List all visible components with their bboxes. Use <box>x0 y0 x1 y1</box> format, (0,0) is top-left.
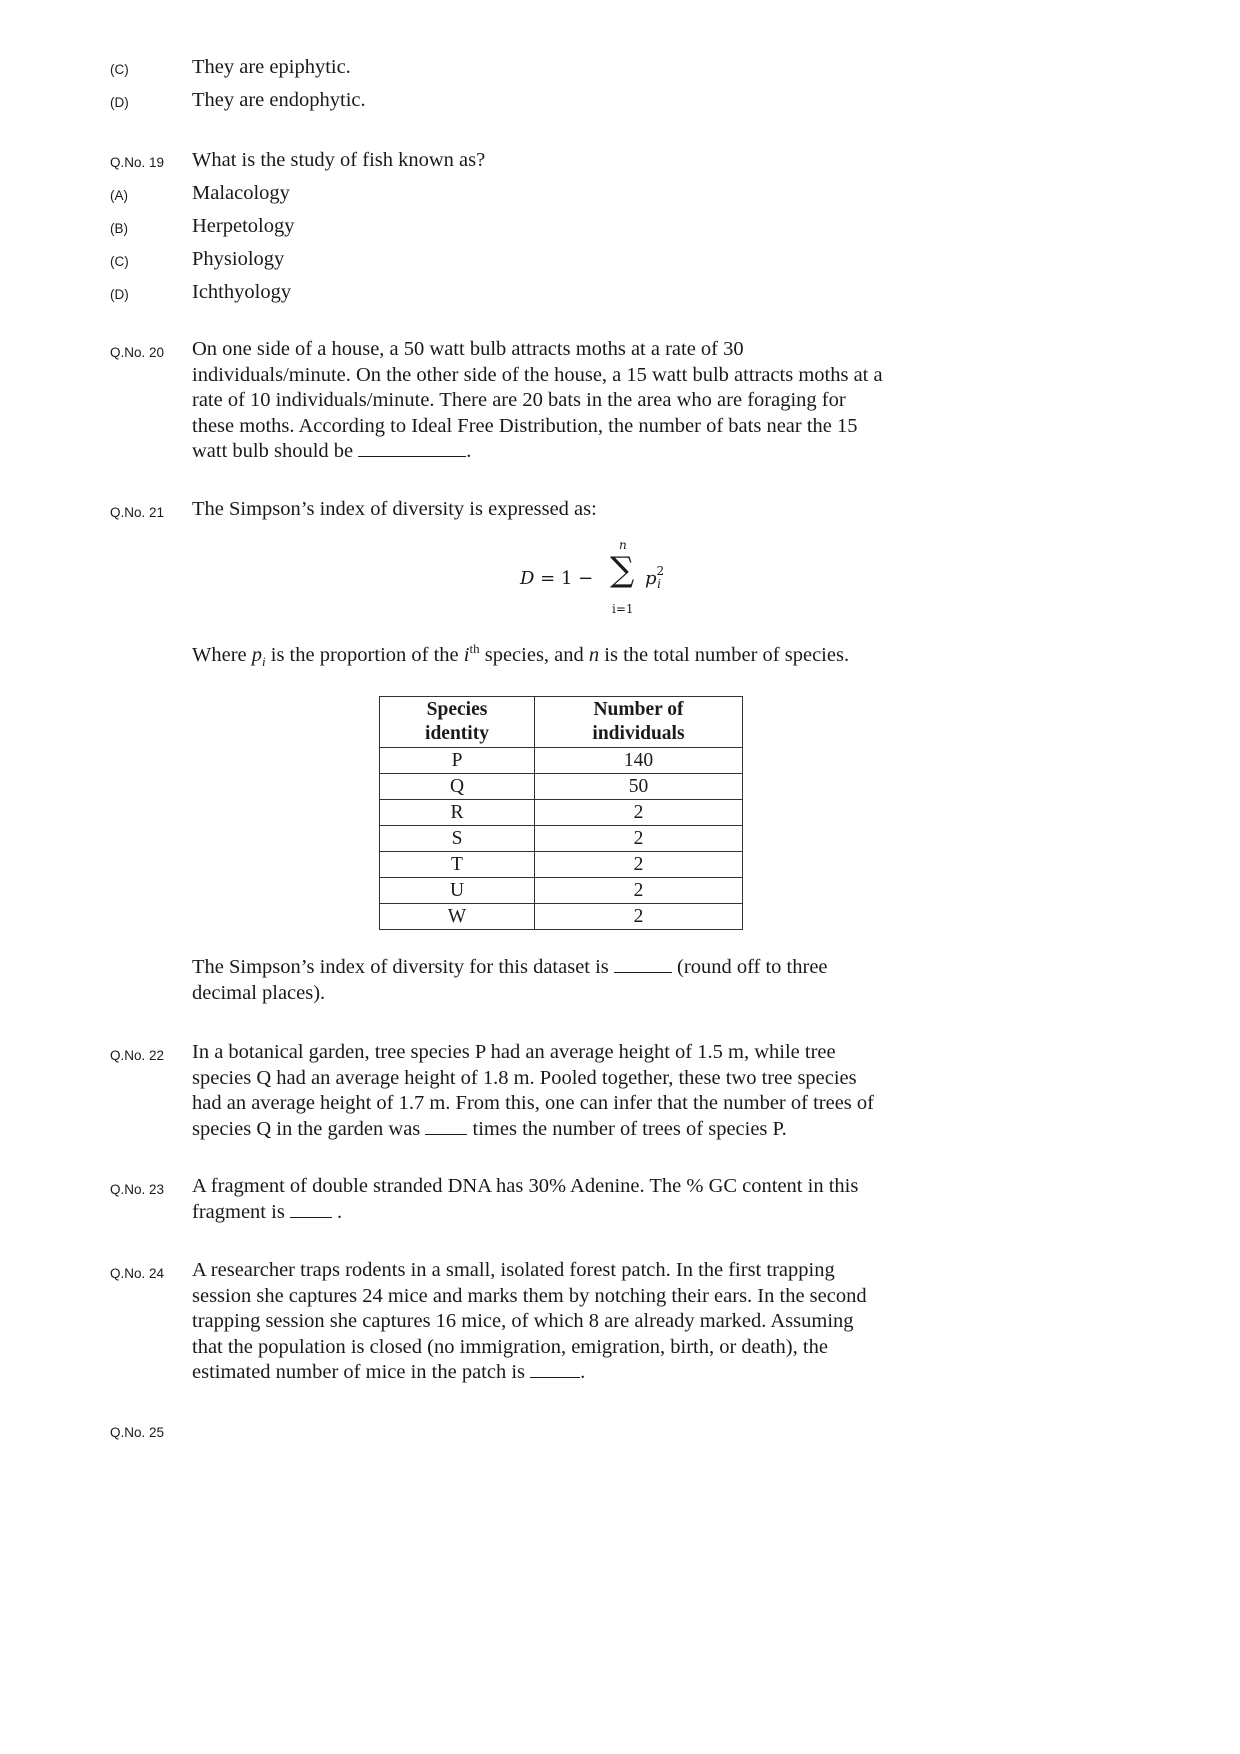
question-23-text <box>192 1174 858 1225</box>
question-number-21: Q.No. 21 <box>110 505 165 520</box>
question-22-text <box>192 1040 874 1142</box>
q19-option-label-b: (B) <box>110 221 128 236</box>
table-row <box>380 826 743 852</box>
q20-line-last: watt bulb should be . <box>192 440 472 462</box>
option-text-c: They are epiphytic. <box>192 56 351 78</box>
question-number-20: Q.No. 20 <box>110 345 165 360</box>
q19-option-text-d: Ichthyology <box>192 281 292 303</box>
count-cell: 2 <box>535 904 743 930</box>
answer-blank[interactable] <box>614 971 672 973</box>
count-cell: 50 <box>535 774 743 800</box>
answer-blank[interactable] <box>530 1376 580 1378</box>
formula-lhs: D = 1 − <box>520 568 594 589</box>
q21-ask-line1: The Simpson’s index of diversity for this dataset is (round off to three <box>192 956 828 978</box>
option-label-d: (D) <box>110 95 129 110</box>
q19-option-label-c: (C) <box>110 254 129 269</box>
question-number-24: Q.No. 24 <box>110 1266 165 1281</box>
summation-icon: ∑ <box>610 550 635 590</box>
answer-blank[interactable] <box>425 1133 467 1135</box>
q19-option-text-b: Herpetology <box>192 215 295 237</box>
q23-line: A fragment of double stranded DNA has 30% Adenine. The % GC content in this <box>192 1175 859 1197</box>
species-cell: T <box>380 852 535 878</box>
q20-line: On one side of a house, a 50 watt bulb attracts moths at a rate of 30 <box>192 338 744 360</box>
species-cell: R <box>380 800 535 826</box>
question-24-text <box>192 1258 867 1386</box>
species-cell: W <box>380 904 535 930</box>
simpson-formula <box>520 538 720 618</box>
q23-line-last: fragment is . <box>192 1200 343 1223</box>
question-20-text <box>192 337 883 465</box>
question-19-text: What is the study of fish known as? <box>192 149 486 171</box>
formula-explanation: Where $p_i$ is the proportion of the $i^{th}$ species, and n is the total number of species. <box>192 641 850 670</box>
option-label-c: (C) <box>110 62 129 77</box>
question-21-intro: The Simpson’s index of diversity is expressed as: <box>192 498 597 520</box>
question-number-25: Q.No. 25 <box>110 1425 165 1440</box>
sum-upper-limit: n <box>619 538 627 552</box>
q19-option-label-d: (D) <box>110 287 129 302</box>
table-row <box>380 852 743 878</box>
sum-lower-limit: i=1 <box>612 602 634 616</box>
table-row <box>380 800 743 826</box>
q20-line: rate of 10 individuals/minute. There are 20 bats in the area who are foraging for <box>192 389 846 411</box>
q19-option-text-a: Malacology <box>192 182 290 204</box>
q24-line: trapping session she captures 16 mice, of which 8 are already marked. Assuming <box>192 1310 854 1332</box>
table-row <box>380 904 743 930</box>
q21-ask-line2: decimal places). <box>192 981 326 1004</box>
answer-blank[interactable] <box>290 1216 332 1218</box>
question-number-23: Q.No. 23 <box>110 1182 165 1197</box>
q20-line: individuals/minute. On the other side of the house, a 15 watt bulb attracts moths at a <box>192 363 883 386</box>
question-21-ask <box>192 955 828 1006</box>
species-table <box>379 696 743 930</box>
q20-line: watt bulb should be <box>192 440 354 462</box>
species-cell: S <box>380 826 535 852</box>
count-cell: 2 <box>535 852 743 878</box>
species-cell: P <box>380 748 535 774</box>
count-cell: 140 <box>535 748 743 774</box>
q22-line: had an average height of 1.7 m. From this, one can infer that the number of trees of <box>192 1092 874 1114</box>
q19-option-label-a: (A) <box>110 188 128 203</box>
q24-line: that the population is closed (no immigration, emigration, birth, or death), the <box>192 1335 828 1358</box>
table-row <box>380 878 743 904</box>
q22-line: In a botanical garden, tree species P had an average height of 1.5 m, while tree <box>192 1041 836 1063</box>
table-row <box>380 748 743 774</box>
species-cell: Q <box>380 774 535 800</box>
q24-line: A researcher traps rodents in a small, isolated forest patch. In the first trapping <box>192 1259 835 1281</box>
option-text-d: They are endophytic. <box>192 89 366 111</box>
question-number-22: Q.No. 22 <box>110 1048 165 1063</box>
q22-line-last: species Q in the garden was times the number of trees of species P. <box>192 1117 787 1140</box>
formula-term: $p^2_i$ <box>645 564 665 591</box>
count-cell: 2 <box>535 826 743 852</box>
header-number-of-individuals: Number of individuals <box>535 697 743 748</box>
q20-line: these moths. According to Ideal Free Distribution, the number of bats near the 15 <box>192 414 858 437</box>
q19-option-text-c: Physiology <box>192 248 285 270</box>
q24-line-last: estimated number of mice in the patch is . <box>192 1361 586 1383</box>
table-row <box>380 774 743 800</box>
count-cell: 2 <box>535 878 743 904</box>
q24-line: session she captures 24 mice and marks them by notching their ears. In the second <box>192 1284 867 1307</box>
question-number-19: Q.No. 19 <box>110 155 165 170</box>
count-cell: 2 <box>535 800 743 826</box>
species-cell: U <box>380 878 535 904</box>
table-header-row <box>380 697 743 748</box>
answer-blank[interactable] <box>358 455 466 457</box>
q22-line: species Q had an average height of 1.8 m. Pooled together, these two tree species <box>192 1066 857 1089</box>
header-species-identity: Species identity <box>380 697 535 748</box>
